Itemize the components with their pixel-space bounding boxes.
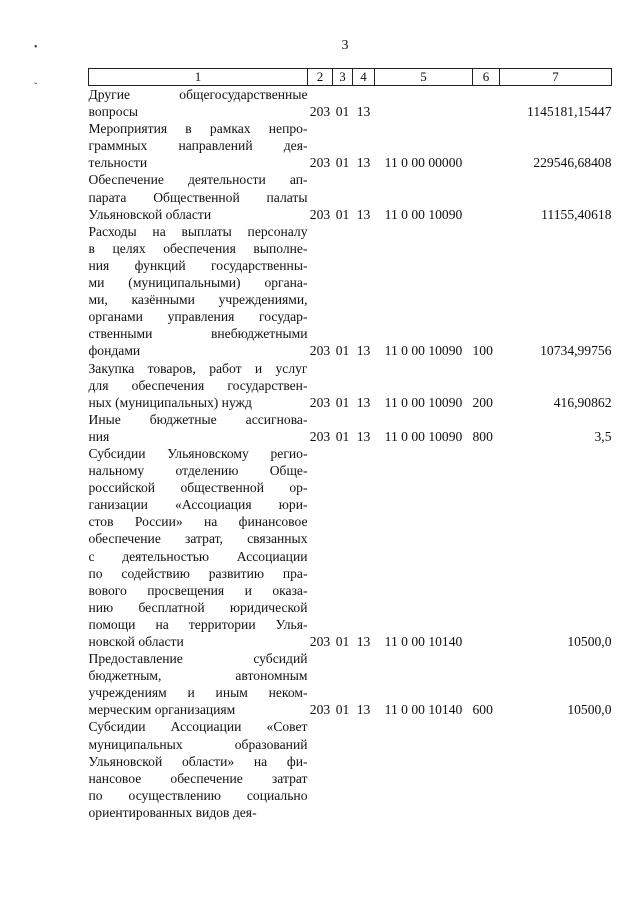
subsection-cell [353, 718, 375, 821]
description-line: нансовое обеспечение затрат [88, 770, 308, 786]
description-line: обеспечение затрат, связанных [88, 531, 308, 547]
description-line: ных (муниципальных) нужд [88, 394, 252, 410]
description-line: ми (муниципальными) органа- [88, 275, 308, 291]
subsection-cell: 13 [356, 702, 371, 718]
expense-type-cell: 800 [472, 428, 493, 444]
expense-type-cell: 200 [472, 394, 493, 410]
table-row [89, 411, 612, 445]
code-cell [308, 718, 333, 821]
description-line: Предоставление субсидий [88, 651, 308, 667]
header-cell: 1 [89, 69, 308, 86]
page-number: 3 [341, 38, 349, 53]
description-line: помощи на территории Улья- [88, 616, 308, 632]
target-article-cell: 11 0 00 10090 [384, 394, 463, 410]
code-cell: 203 [309, 206, 331, 222]
amount-cell: 10500,0 [567, 702, 612, 718]
amount-cell: 1145181,15447 [527, 104, 612, 120]
header-cell: 7 [500, 69, 612, 86]
table-row [89, 360, 612, 411]
description-line: Ульяновской области» на фи- [88, 753, 308, 769]
section-cell [333, 718, 353, 821]
description-line: ориентированных видов дея- [88, 804, 257, 820]
scan-mark: • [34, 42, 38, 53]
description-line: органами управления государ- [88, 309, 308, 325]
description-line: с деятельностью Ассоциации [88, 548, 308, 564]
header-cell: 3 [333, 69, 353, 86]
description-line: парата Общественной палаты [88, 189, 308, 205]
section-cell: 01 [335, 155, 350, 171]
description-line: Иные бюджетные ассигнова- [88, 411, 308, 427]
description-line: бюджетным, автономным [88, 668, 308, 684]
header-cell: 4 [353, 69, 375, 86]
description-line: Расходы на выплаты персоналу [88, 223, 308, 239]
amount-cell: 3,5 [594, 428, 612, 444]
code-cell: 203 [309, 155, 331, 171]
expense-type-cell [473, 86, 500, 121]
amount-cell: 11155,40618 [541, 206, 612, 222]
description-line: ганизации «Ассоциация юри- [88, 497, 308, 513]
target-article-cell: 11 0 00 10090 [384, 428, 463, 444]
table-row [89, 120, 612, 171]
description-line: российской общественной ор- [88, 480, 308, 496]
code-cell: 203 [309, 428, 331, 444]
table-row [89, 445, 612, 650]
description-cell [89, 411, 308, 445]
section-cell: 01 [335, 104, 350, 120]
table-row [89, 223, 612, 360]
description-line: муниципальных образований [88, 736, 308, 752]
code-cell: 203 [309, 634, 331, 649]
subsection-cell: 13 [356, 634, 371, 649]
section-cell: 01 [335, 702, 350, 718]
description-line: по осуществлению социально [88, 787, 308, 803]
description-line: Ульяновской области [88, 206, 212, 222]
code-cell: 203 [309, 394, 331, 410]
description-line: ми, казёнными учреждениями, [88, 292, 308, 308]
header-cell: 5 [375, 69, 473, 86]
header-cell: 6 [473, 69, 500, 86]
header-cell: 2 [308, 69, 333, 86]
subsection-cell: 13 [356, 428, 371, 444]
code-cell: 203 [309, 702, 331, 718]
table-row [89, 650, 612, 718]
amount-cell [500, 718, 612, 821]
code-cell: 203 [309, 104, 331, 120]
description-line: Другие общегосударственные [88, 87, 308, 102]
target-article-cell [375, 86, 473, 121]
section-cell: 01 [335, 634, 350, 649]
description-line: нальному отделению Обще- [88, 463, 308, 479]
expense-type-cell [473, 171, 500, 222]
amount-cell: 229546,68408 [533, 155, 612, 171]
description-line: ственными внебюджетными [88, 326, 308, 342]
description-line: мерческим организациям [88, 702, 236, 718]
scan-mark: ˇ [34, 82, 38, 93]
description-line: Субсидии Ассоциации «Совет [88, 719, 308, 735]
expense-type-cell [473, 120, 500, 171]
subsection-cell: 13 [356, 155, 371, 171]
description-cell [89, 171, 308, 222]
description-cell [89, 650, 308, 718]
subsection-cell: 13 [356, 104, 371, 120]
description-line: Закупка товаров, работ и услуг [88, 360, 308, 376]
description-line: Субсидии Ульяновскому регио- [88, 445, 308, 461]
expense-type-cell [473, 718, 500, 821]
expense-type-cell: 100 [472, 343, 493, 359]
description-line: по содействию развитию пра- [88, 565, 308, 581]
table-body [89, 86, 612, 822]
target-article-cell: 11 0 00 00000 [384, 155, 463, 171]
description-line: стов России» на финансовое [88, 514, 308, 530]
header-row [89, 69, 612, 86]
target-article-cell: 11 0 00 10140 [384, 702, 463, 718]
description-line: вового просвещения и оказа- [88, 582, 308, 598]
description-cell [89, 360, 308, 411]
section-cell: 01 [335, 343, 350, 359]
description-line: ния функций государственны- [88, 257, 308, 273]
description-cell [89, 120, 308, 171]
target-article-cell [375, 718, 473, 821]
target-article-cell: 11 0 00 10090 [384, 343, 463, 359]
expense-type-cell [473, 445, 500, 650]
table-row [89, 171, 612, 222]
code-cell: 203 [309, 343, 331, 359]
subsection-cell: 13 [356, 206, 371, 222]
target-article-cell: 11 0 00 10140 [384, 634, 463, 649]
section-cell: 01 [335, 206, 350, 222]
target-article-cell: 11 0 00 10090 [384, 206, 463, 222]
table-row [89, 86, 612, 121]
expense-type-cell: 600 [472, 702, 493, 718]
description-line: фондами [88, 343, 141, 359]
table-row [89, 718, 612, 821]
description-cell [89, 718, 308, 821]
description-line: вопросы [88, 104, 138, 120]
description-line: тельности [88, 155, 148, 171]
subsection-cell: 13 [356, 394, 371, 410]
subsection-cell: 13 [356, 343, 371, 359]
description-line: в целях обеспечения выполне- [88, 240, 308, 256]
description-line: Обеспечение деятельности ап- [88, 172, 308, 188]
description-line: для обеспечения государствен- [88, 377, 308, 393]
description-line: новской области [88, 634, 184, 649]
description-cell [89, 223, 308, 360]
description-line: ния [88, 428, 110, 444]
description-cell [89, 86, 308, 121]
description-line: Мероприятия в рамках непро- [88, 121, 308, 137]
budget-table [88, 68, 612, 821]
description-line: учреждениям и иным неком- [88, 685, 308, 701]
section-cell: 01 [335, 394, 350, 410]
amount-cell: 416,90862 [553, 394, 612, 410]
description-line: нию бесплатной юридической [88, 599, 308, 615]
amount-cell: 10734,99756 [540, 343, 612, 359]
description-line: граммных направлений дея- [88, 138, 308, 154]
section-cell: 01 [335, 428, 350, 444]
amount-cell: 10500,0 [567, 634, 612, 649]
description-cell [89, 445, 308, 650]
